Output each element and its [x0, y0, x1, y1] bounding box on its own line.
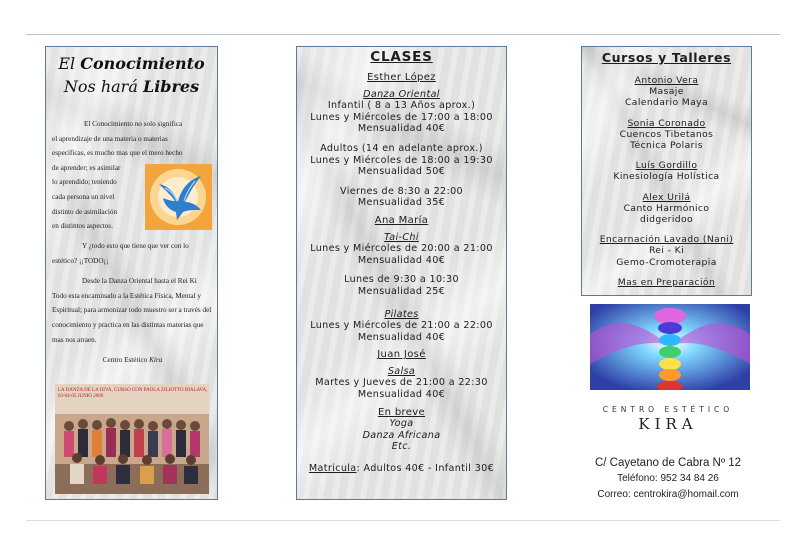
- fee-line: Mensualidad 35€: [357, 197, 446, 209]
- course-item: Canto Harmónico: [623, 202, 710, 214]
- schedule-line: Infantil ( 8 a 13 Años aprox.): [327, 100, 476, 112]
- body-text: [52, 239, 213, 368]
- course-item: Kinesiología Holística: [613, 171, 720, 183]
- fee-line: Mensualidad 40€: [357, 254, 446, 266]
- bottom-divider: [26, 520, 780, 521]
- fee-line: Mensualidad 40€: [357, 331, 446, 343]
- contact-info: [586, 455, 750, 503]
- course-item: Cuencos Tibetanos: [619, 128, 714, 140]
- schedule-line: Lunes de 9:30 a 10:30: [344, 274, 459, 286]
- dance-group-photo: [55, 384, 209, 494]
- instructor-name: Alex Urilá: [642, 191, 691, 203]
- knowledge-panel: [45, 46, 218, 500]
- teacher-name: Ana María: [374, 214, 429, 226]
- instructor-name: Antonio Vera: [634, 75, 699, 86]
- courses-panel: [581, 46, 752, 296]
- classes-panel: [296, 46, 507, 500]
- intro-line: de aprender; es asimilar: [52, 163, 121, 172]
- center-logo: [586, 405, 750, 434]
- paragraph-disciplines: Desde la Danza Oriental hasta el Rei Ki Todo esta encaminado a la Estética Física, Mental y Espiritual; para armonizar todo muestro ser a través del conocimiento y practica en las distintas materias que mas nos atraen.: [52, 277, 212, 344]
- schedule-line: Lunes y Miércoles de 21:00 a 22:00: [310, 320, 493, 332]
- schedule-line: Adultos (14 en adelante aprox.): [320, 142, 483, 154]
- course-item: Masaje: [649, 86, 684, 98]
- teacher-name: Esther López: [367, 72, 436, 83]
- fee-line: Mensualidad 25€: [357, 285, 446, 297]
- upcoming-class: Yoga: [389, 418, 414, 430]
- schedule-line: Lunes y Miércoles de 20:00 a 21:00: [310, 243, 493, 255]
- intro-line: lo aprendido; teniendo: [52, 178, 117, 187]
- intro-line: específicas, es mucho mas que el mero hecho: [52, 149, 183, 158]
- dove-image: [145, 164, 212, 230]
- upcoming-class: Etc.: [391, 441, 412, 453]
- fee-line: Mensualidad 50€: [357, 166, 446, 178]
- course-item: Calendario Maya: [624, 97, 709, 109]
- instructor-name: Sonia Coronado: [627, 117, 706, 129]
- schedule-line: Lunes y Miércoles de 18:00 a 19:30: [310, 154, 493, 166]
- schedule-line: Martes y Jueves de 21:00 a 22:30: [315, 377, 488, 389]
- course-item: Técnica Polaris: [630, 140, 703, 152]
- discipline-title: Danza Oriental: [363, 88, 440, 100]
- instructor-name: Encarnación Lavado (Nani): [599, 234, 734, 246]
- paragraph-question: Y ¿todo esto que tiene que ver con lo estético? ¡¡TODO¡¡: [52, 242, 189, 265]
- discipline-title: Tai-Chi: [384, 231, 419, 243]
- fee-line: Mensualidad 40€: [357, 389, 446, 401]
- course-item: didgeridoo: [639, 214, 694, 226]
- discipline-title: Salsa: [387, 365, 416, 377]
- email: Correo: centrokira@homail.com: [597, 489, 739, 500]
- coming-soon-title: En breve: [377, 406, 426, 418]
- teacher-name: Juan José: [377, 349, 426, 361]
- more-coming: Mas en Preparación: [617, 276, 716, 288]
- address: C/ Cayetano de Cabra Nº 12: [594, 457, 742, 469]
- intro-line: el aprendizaje de una materia o materias: [52, 134, 168, 143]
- intro-line: El Conocimiento no solo significa: [84, 120, 183, 128]
- signature: Centro Estético Kira: [102, 356, 163, 365]
- intro-line: distinto de asimilación: [52, 207, 118, 216]
- panel1-title: El Conocimiento Nos hará Libres: [58, 54, 205, 96]
- phone: Teléfono: 952 34 84 26: [617, 473, 719, 484]
- discipline-title: Pilates: [384, 308, 419, 320]
- classes-title: CLASES: [370, 49, 433, 65]
- instructor-name: Luís Gordillo: [635, 160, 698, 172]
- center-name: KIRA: [638, 415, 698, 433]
- courses-title: Cursos y Talleres: [601, 50, 732, 65]
- fee-line: Mensualidad 40€: [357, 123, 446, 135]
- schedule-line: Viernes de 8:30 a 22:00: [340, 185, 463, 197]
- schedule-line: Lunes y Miércoles de 17:00 a 18:00: [310, 111, 493, 123]
- top-divider: [26, 34, 780, 35]
- center-label: CENTRO ESTÉTICO: [602, 405, 734, 414]
- enrollment-fee: Matricula: Adultos 40€ - Infantil 30€: [308, 463, 495, 475]
- course-item: Rei - Ki: [648, 245, 685, 257]
- chakra-image: [590, 304, 750, 390]
- course-item: Gemo-Cromoterapia: [616, 256, 717, 268]
- photo-caption: LA DANZA DE LA DIVA, CURSO CON PAOLA ZILIOTTO BIALAVA, 03-04-05 JUNIO 2006: [58, 388, 208, 399]
- upcoming-class: Danza Africana: [362, 429, 441, 441]
- intro-line: cada persona un nivel: [52, 192, 115, 201]
- intro-line: en distintos aspectos.: [52, 222, 113, 231]
